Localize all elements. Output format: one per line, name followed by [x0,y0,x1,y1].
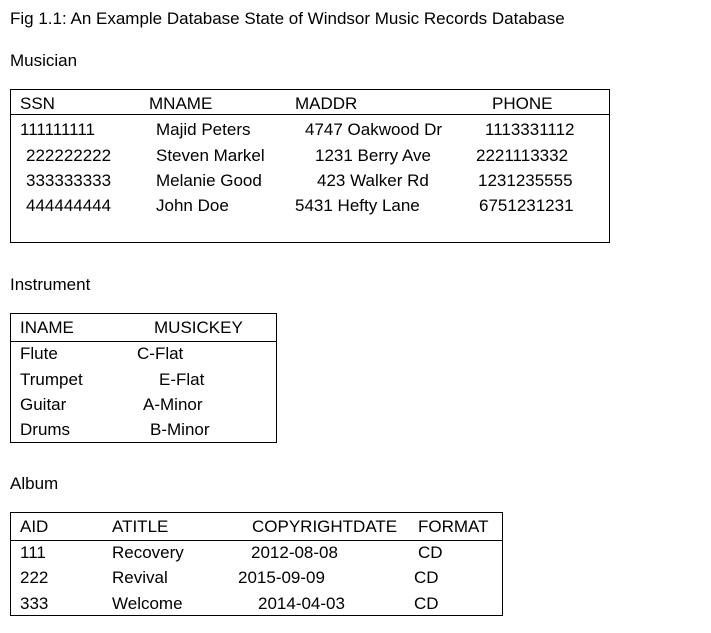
musician-cell: 1113331112 [485,120,575,139]
musician-cell: 1231235555 [478,171,573,190]
musician-header-maddr: MADDR [295,94,358,113]
musician-cell: 444444444 [26,196,112,215]
musician-cell: 6751231231 [479,196,574,215]
musician-header-mname: MNAME [149,94,213,113]
album-cell: Welcome [112,594,183,613]
musician-header-divider [10,114,610,115]
musician-cell: 5431 Hefty Lane [295,196,420,215]
musician-cell: 222222222 [26,146,112,165]
album-header-divider [10,540,503,541]
album-cell: Revival [112,568,168,587]
instrument-table-label: Instrument [10,275,91,294]
instrument-cell: B-Minor [150,420,210,439]
instrument-header-musickey: MUSICKEY [154,318,243,337]
musician-cell: 423 Walker Rd [317,171,429,190]
musician-cell: Steven Markel [156,146,265,165]
album-header-atitle: ATITLE [112,517,169,536]
musician-cell: 1231 Berry Ave [315,146,431,165]
instrument-header-iname: INAME [20,318,74,337]
album-cell: CD [418,543,443,562]
musician-cell: 333333333 [26,171,112,190]
musician-cell: Melanie Good [156,171,262,190]
instrument-cell: Trumpet [20,370,83,389]
album-cell: CD [414,568,439,587]
album-header-copyrightdate: COPYRIGHTDATE [252,517,398,536]
musician-cell: 111111111 [20,120,95,139]
musician-cell: Majid Peters [156,120,251,139]
instrument-cell: E-Flat [159,370,205,389]
musician-table-label: Musician [10,51,78,70]
album-cell: 111 [20,543,46,562]
album-table-label: Album [10,474,59,493]
instrument-cell: Guitar [20,395,67,414]
album-cell: CD [414,594,439,613]
musician-cell: John Doe [156,196,229,215]
instrument-header-divider [10,341,277,342]
instrument-cell: C-Flat [137,344,184,363]
page-title: Fig 1.1: An Example Database State of Windsor Music Records Database [10,9,565,28]
album-header-aid: AID [20,517,49,536]
instrument-cell: A-Minor [143,395,203,414]
album-cell: 222 [20,568,49,587]
album-cell: 333 [20,594,49,613]
instrument-cell: Flute [20,344,58,363]
musician-header-phone: PHONE [492,94,553,113]
album-cell: 2012-08-08 [251,543,338,562]
instrument-cell: Drums [20,420,71,439]
album-cell: 2015-09-09 [238,568,325,587]
musician-cell: 2221113332 [476,146,569,165]
musician-cell: 4747 Oakwood Dr [305,120,443,139]
album-cell: Recovery [112,543,184,562]
musician-header-ssn: SSN [20,94,55,113]
album-cell: 2014-04-03 [258,594,345,613]
album-header-format: FORMAT [418,517,489,536]
